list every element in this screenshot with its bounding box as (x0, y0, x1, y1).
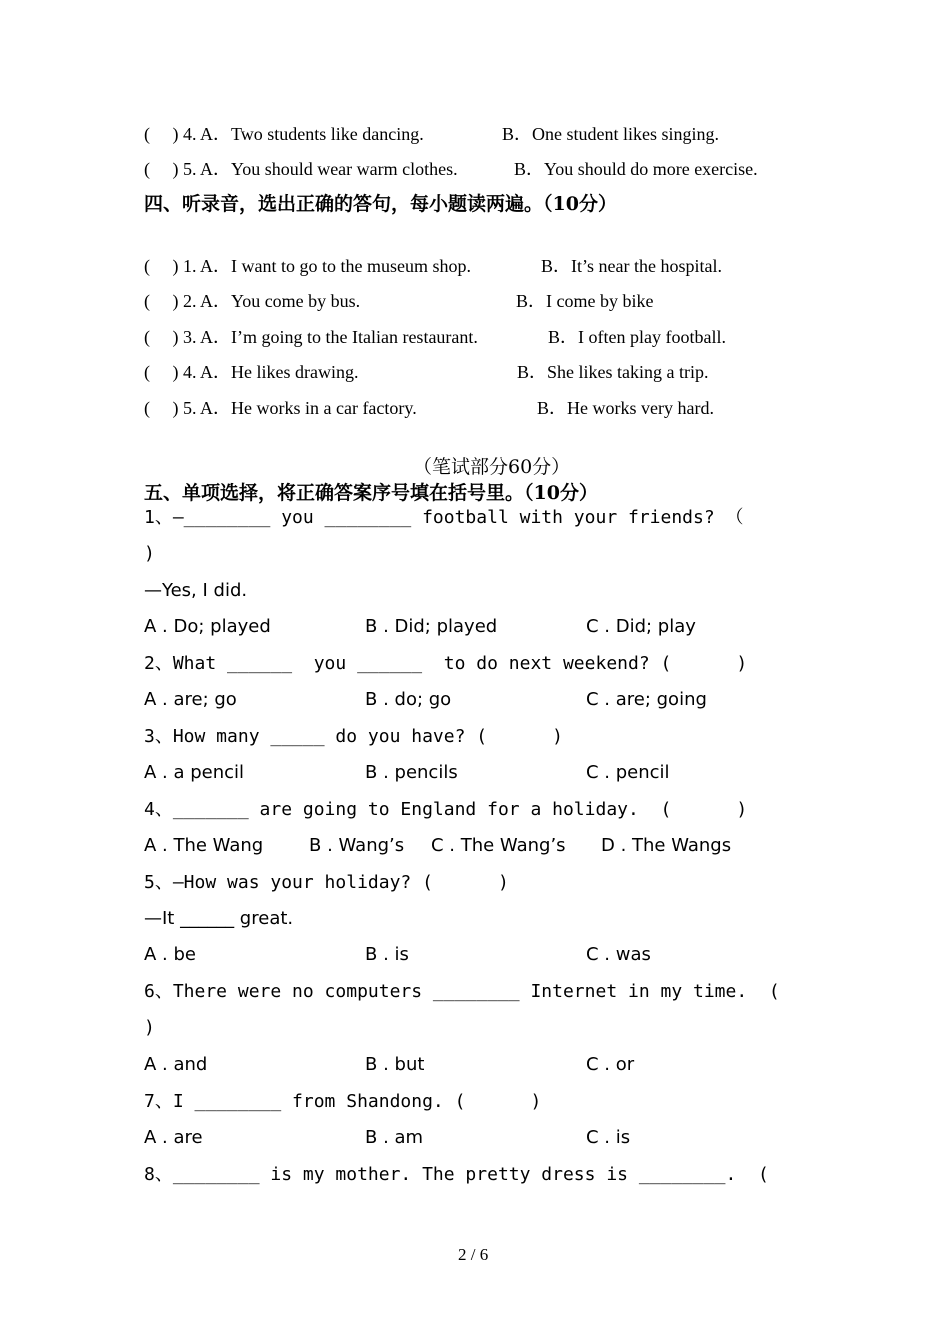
question-5-option-b: B . is (365, 944, 409, 965)
question-4-option-a: A . The Wang (144, 835, 264, 856)
question-7-option-b: B . am (365, 1127, 424, 1148)
question-5-option-a: A . be (144, 944, 196, 965)
question-4-option-c: C . The Wang’s (431, 835, 566, 856)
section-4-item-4: ( ) 4. A．He likes drawing. (144, 362, 359, 382)
written-part-label: （笔试部分60分） (413, 456, 571, 478)
section-4-item-2: ( ) 2. A．You come by bus. (144, 291, 361, 311)
question-2-option-b: B . do; go (365, 689, 452, 710)
question-2-stem: 2、What ______ you ______ to do next weekend? ( ) (144, 653, 748, 674)
question-4-stem: 4、_______ are going to England for a holiday. ( ) (144, 799, 748, 820)
section-4-item-1: ( ) 1. A．I want to go to the museum shop. (144, 256, 471, 276)
question-1-reply: —Yes, I did. (144, 580, 248, 601)
question-6-stem-cont: ) (144, 1017, 155, 1038)
question-2-option-a: A . are; go (144, 689, 237, 710)
question-8-stem: 8、________ is my mother. The pretty dress is ________. ( (144, 1164, 769, 1185)
section-4-item-4-option-b: B．She likes taking a trip. (517, 362, 709, 382)
question-2-option-c: C . are; going (586, 689, 707, 710)
question-3-stem: 3、How many _____ do you have? ( ) (144, 726, 563, 747)
section-4-item-2-option-b: B．I come by bike (516, 291, 654, 311)
question-6-stem: 6、There were no computers ________ Internet in my time. ( (144, 981, 780, 1002)
question-7-stem: 7、I ________ from Shandong. ( ) (144, 1091, 542, 1112)
question-5-stem: 5、—How was your holiday? ( ) (144, 872, 509, 893)
listening-item-5: ( ) 5. A．You should wear warm clothes. (144, 159, 458, 179)
question-7-option-a: A . are (144, 1127, 203, 1148)
question-3-option-b: B . pencils (365, 762, 458, 783)
question-5-option-c: C . was (586, 944, 651, 965)
question-1-stem-cont: ) (144, 543, 155, 564)
section-5-heading: 五、单项选择，将正确答案序号填在括号里。（10分） (144, 482, 598, 504)
question-4-option-d: D . The Wangs (601, 835, 732, 856)
listening-item-4: ( ) 4. A．Two students like dancing. (144, 124, 424, 144)
question-1-option-b: B . Did; played (365, 616, 498, 637)
section-4-item-1-option-b: B．It’s near the hospital. (541, 256, 722, 276)
question-4-option-b: B . Wang’s (309, 835, 405, 856)
section-4-heading: 四、听录音，选出正确的答句，每小题读两遍。（10分） (144, 193, 617, 215)
question-1-stem: 1、—________ you ________ football with your friends? （ (144, 507, 744, 528)
question-1-option-c: C . Did; play (586, 616, 696, 637)
listening-item-4-option-b: B．One student likes singing. (502, 124, 719, 144)
page-number: 2 / 6 (458, 1245, 489, 1264)
question-7-option-c: C . is (586, 1127, 631, 1148)
question-6-option-b: B . but (365, 1054, 425, 1075)
listening-item-5-option-b: B．You should do more exercise. (514, 159, 758, 179)
question-3-option-c: C . pencil (586, 762, 670, 783)
question-3-option-a: A . a pencil (144, 762, 245, 783)
section-4-item-3: ( ) 3. A．I’m going to the Italian restaurant. (144, 327, 478, 347)
section-4-item-5: ( ) 5. A．He works in a car factory. (144, 398, 417, 418)
question-5-reply: —It ______ great. (144, 908, 294, 929)
question-1-option-a: A . Do; played (144, 616, 271, 637)
section-4-item-3-option-b: B．I often play football. (548, 327, 726, 347)
question-6-option-a: A . and (144, 1054, 208, 1075)
section-4-item-5-option-b: B．He works very hard. (537, 398, 714, 418)
question-6-option-c: C . or (586, 1054, 635, 1075)
